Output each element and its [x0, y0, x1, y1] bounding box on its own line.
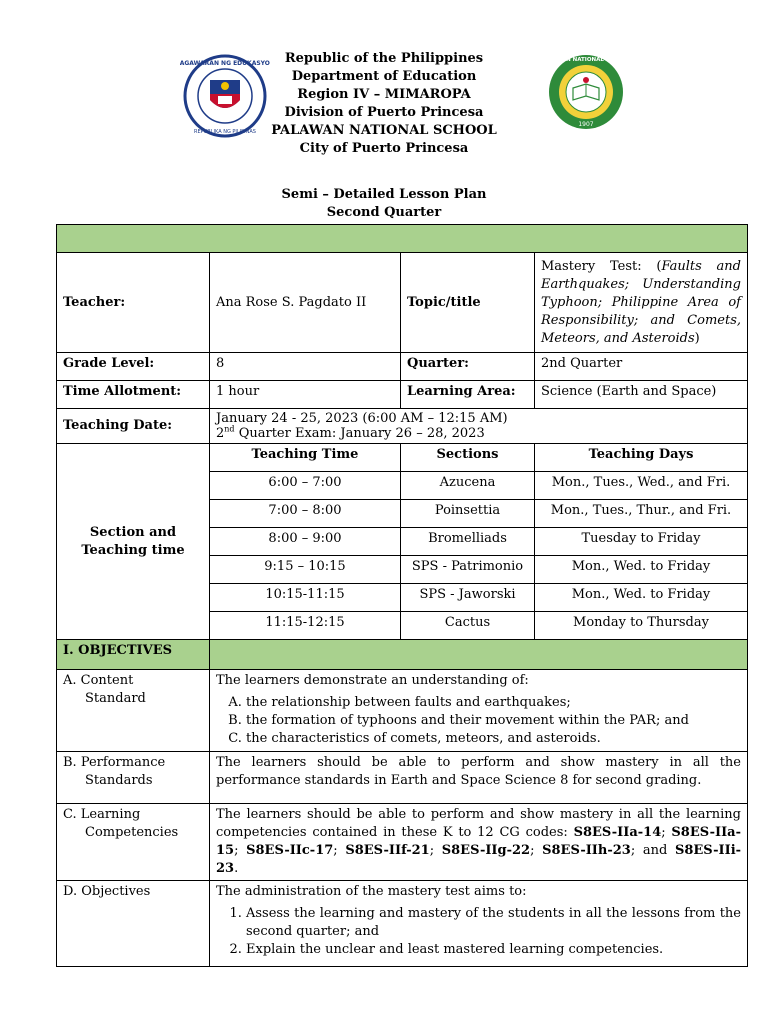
content-standard-label	[57, 670, 210, 752]
schedule-section: SPS - Jaworski	[401, 584, 535, 612]
date-value	[210, 409, 748, 444]
letterhead-line: PALAWAN NATIONAL SCHOOL	[271, 123, 497, 138]
schedule-days: Mon., Tues., Wed., and Fri.	[535, 472, 748, 500]
time-value: 1 hour	[210, 381, 401, 409]
list-item: B. the formation of typhoons and their movement within the PAR; and	[246, 712, 741, 730]
date-line-2-rest: Quarter Exam: January 26 – 28, 2023	[234, 426, 485, 441]
plan-title-line: Semi – Detailed Lesson Plan	[281, 187, 487, 202]
schedule-section: Cactus	[401, 612, 535, 640]
topic-italic: Faults and Earthquakes; Understanding Typhoon; Philippine Area of Responsibility; and Comets, Meteors, and Asteroids	[541, 258, 741, 346]
cg-code: S8ES-IIa-15	[216, 825, 742, 858]
schedule-header: Sections	[401, 444, 535, 472]
schedule-time: 9:15 – 10:15	[210, 556, 401, 584]
quarter-value: 2nd Quarter	[535, 353, 748, 381]
grade-label: Grade Level:	[57, 353, 210, 381]
cg-code: S8ES-IIc-17	[246, 843, 334, 858]
performance-standards-row	[57, 752, 748, 804]
teacher-label: Teacher:	[57, 253, 210, 353]
schedule-header: Teaching Time	[210, 444, 401, 472]
area-value: Science (Earth and Space)	[535, 381, 748, 409]
left-logo-text: KAGAWARAN NG EDUKASYON	[180, 60, 270, 67]
objectives-heading-row	[57, 640, 748, 670]
list-item: A. the relationship between faults and earthquakes;	[246, 694, 741, 712]
objectives-list	[216, 905, 741, 959]
schedule-time: 6:00 – 7:00	[210, 472, 401, 500]
plan-quarter-line: Second Quarter	[326, 205, 442, 220]
section-label: Section and Teaching time	[57, 444, 210, 640]
grade-value: 8	[210, 353, 401, 381]
right-logo-text: PALAWAN NATIONAL SCHOOL	[541, 57, 631, 63]
green-band	[57, 225, 748, 253]
list-item: C. the characteristics of comets, meteors, and asteroids.	[246, 730, 741, 748]
schedule-days: Mon., Wed. to Friday	[535, 584, 748, 612]
performance-standards-label-2: Standards	[85, 773, 153, 788]
cg-code: S8ES-IIi-23	[216, 843, 742, 876]
pns-seal-logo	[541, 52, 631, 132]
learning-competencies-label-1: C. Learning	[63, 807, 141, 822]
cg-code: S8ES-IIh-23	[542, 843, 631, 858]
cg-code: S8ES-IIa-14	[573, 825, 662, 840]
content-standard-list	[216, 694, 741, 748]
table-row	[57, 409, 748, 444]
schedule-section: SPS - Patrimonio	[401, 556, 535, 584]
schedule-days: Monday to Thursday	[535, 612, 748, 640]
topic-value	[535, 253, 748, 353]
schedule-days: Mon., Tues., Thur., and Fri.	[535, 500, 748, 528]
plan-title	[0, 186, 768, 222]
letterhead	[0, 50, 768, 158]
topic-suffix: )	[694, 330, 700, 346]
objectives-heading: I. OBJECTIVES	[57, 640, 210, 670]
content-standard-row	[57, 670, 748, 752]
learning-competencies-label	[57, 804, 210, 881]
table-row	[57, 253, 748, 353]
performance-standards-label-1: B. Performance	[63, 755, 166, 770]
learning-competencies-row	[57, 804, 748, 881]
content-standard-label-1: A. Content	[63, 673, 134, 688]
date-line-2-sup: nd	[224, 424, 235, 434]
list-item: 1. Assess the learning and mastery of the students in all the lessons from the second quarter; and	[246, 905, 741, 941]
topic-label: Topic/title	[401, 253, 535, 353]
letterhead-line: City of Puerto Princesa	[299, 141, 469, 156]
date-line-2-num: 2	[216, 426, 225, 441]
learning-competencies-value: The learners should be able to perform and show mastery in all the learning competencies contained in these K to 12 CG codes: S8ES-IIa-14; S8ES-IIa-15; S8ES-IIc-17; S8ES-IIf-21; S8ES-IIg-22; S8ES-IIh-23; and S8ES-IIi-23.	[210, 804, 748, 881]
schedule-section: Bromelliads	[401, 528, 535, 556]
right-logo-year: 1907	[578, 121, 594, 128]
objectives-label: D. Objectives	[57, 881, 210, 967]
schedule-days: Mon., Wed. to Friday	[535, 556, 748, 584]
cg-code: S8ES-IIf-21	[345, 843, 430, 858]
lesson-plan-table	[56, 224, 748, 967]
date-label: Teaching Date:	[57, 409, 210, 444]
cg-code: S8ES-IIg-22	[441, 843, 531, 858]
content-standard-value	[210, 670, 748, 752]
letterhead-line: Division of Puerto Princesa	[284, 105, 484, 120]
quarter-label: Quarter:	[401, 353, 535, 381]
time-label: Time Allotment:	[57, 381, 210, 409]
content-standard-label-2: Standard	[85, 691, 146, 706]
schedule-time: 7:00 – 8:00	[210, 500, 401, 528]
teacher-value: Ana Rose S. Pagdato II	[210, 253, 401, 353]
letterhead-line: Republic of the Philippines	[284, 51, 484, 66]
schedule-header-row	[57, 444, 748, 472]
date-line-2	[216, 426, 741, 441]
schedule-time: 10:15-11:15	[210, 584, 401, 612]
objectives-row	[57, 881, 748, 967]
learning-competencies-text: The learners should be able to perform and show mastery in all the learning competencies contained in these K to 12 CG codes:	[216, 807, 741, 840]
objectives-intro: The administration of the mastery test aims to:	[216, 884, 527, 899]
schedule-section: Azucena	[401, 472, 535, 500]
green-band-row	[57, 225, 748, 253]
topic-prefix: Mastery Test: (	[541, 258, 662, 274]
schedule-time: 11:15-12:15	[210, 612, 401, 640]
schedule-time: 8:00 – 9:00	[210, 528, 401, 556]
learning-competencies-label-2: Competencies	[85, 825, 179, 840]
objectives-heading-fill	[210, 640, 748, 670]
table-row	[57, 381, 748, 409]
letterhead-line: Region IV – MIMAROPA	[297, 87, 471, 102]
performance-standards-value: The learners should be able to perform and show mastery in all the performance standards in Earth and Space Science 8 for second grading.	[210, 752, 748, 804]
schedule-days: Tuesday to Friday	[535, 528, 748, 556]
schedule-header: Teaching Days	[535, 444, 748, 472]
objectives-value	[210, 881, 748, 967]
letterhead-line: Department of Education	[291, 69, 477, 84]
performance-standards-label	[57, 752, 210, 804]
schedule-section: Poinsettia	[401, 500, 535, 528]
table-row	[57, 353, 748, 381]
area-label: Learning Area:	[401, 381, 535, 409]
content-standard-intro: The learners demonstrate an understanding of:	[216, 673, 529, 688]
list-item: 2. Explain the unclear and least mastered learning competencies.	[246, 941, 741, 959]
left-logo-bottom-text: REPUBLIKA NG PILIPINAS	[194, 129, 256, 135]
date-line-1: January 24 - 25, 2023 (6:00 AM – 12:15 AM)	[216, 411, 508, 426]
